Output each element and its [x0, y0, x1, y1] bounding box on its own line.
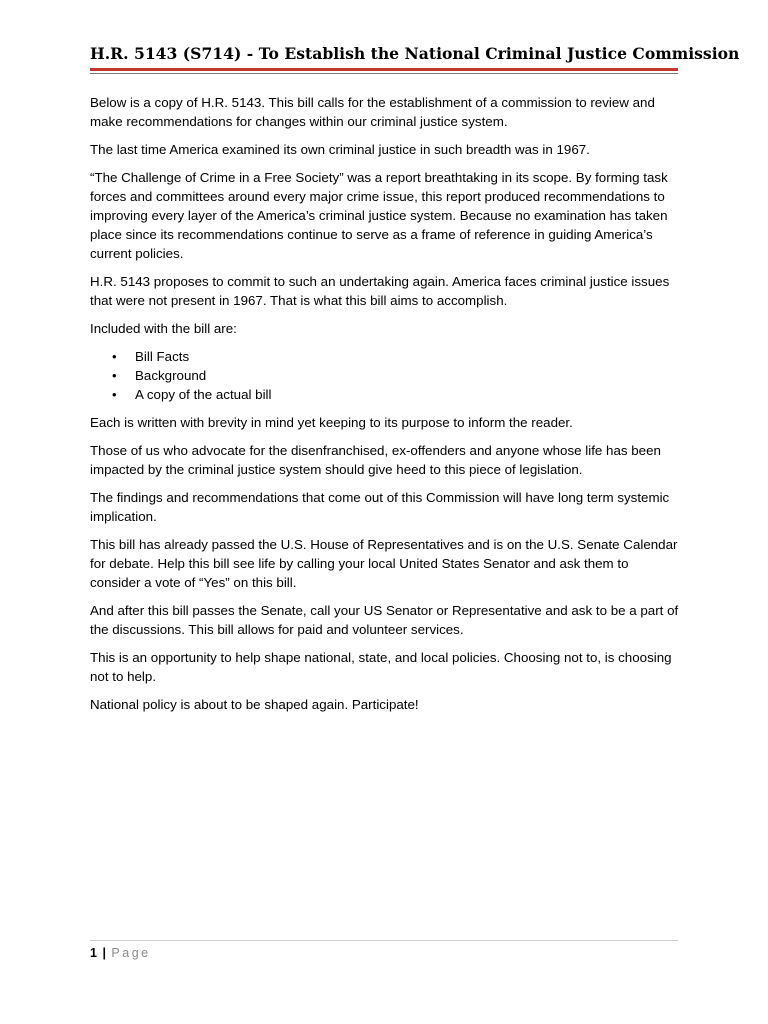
list-item [90, 347, 680, 366]
bullet-icon: • [112, 368, 117, 383]
bullet-icon: • [112, 349, 117, 364]
page-number-line [90, 945, 678, 961]
document-title: H.R. 5143 (S714) - To Establish the National Criminal Justice Commission [90, 44, 740, 63]
paragraph-opportunity: This is an opportunity to help shape national, state, and local policies. Choosing not to, is choosing not to help. [90, 650, 672, 684]
page-header [90, 44, 740, 74]
list-item-label: A copy of the actual bill [135, 387, 272, 402]
footer-rule [90, 940, 678, 941]
paragraph-challenge-of-crime: “The Challenge of Crime in a Free Society” was a report breathtaking in its scope. By forming task forces and committees around every major crime issue, this report produced recommendations to improving every layer of the America’s criminal justice system. Because no examination has taken place since its recommendations continue to serve as a frame of reference in guiding America’s current policies. [90, 170, 668, 261]
paragraph-brevity: Each is written with brevity in mind yet keeping to its purpose to inform the reader. [90, 415, 573, 430]
document-body [90, 93, 680, 723]
paragraph-passed-house: This bill has already passed the U.S. House of Representatives and is on the U.S. Senate Calendar for debate. Help this bill see life by calling your local United States Senator and ask them to consider a vote of “Yes” on this bill. [90, 537, 678, 590]
bullet-icon: • [112, 387, 117, 402]
paragraph-findings: The findings and recommendations that come out of this Commission will have long term systemic implication. [90, 490, 670, 524]
paragraph-intro: Below is a copy of H.R. 5143. This bill calls for the establishment of a commission to review and make recommendations for changes within our criminal justice system. [90, 95, 655, 129]
paragraph-advocates: Those of us who advocate for the disenfranchised, ex-offenders and anyone whose life has been impacted by the criminal justice system should give heed to this piece of legislation. [90, 443, 661, 477]
list-item [90, 385, 680, 404]
paragraph-after-senate: And after this bill passes the Senate, call your US Senator or Representative and ask to be a part of the discussions. This bill allows for paid and volunteer services. [90, 603, 679, 637]
paragraph-last-time: The last time America examined its own criminal justice in such breadth was in 1967. [90, 142, 590, 157]
page-separator: | [102, 946, 106, 960]
included-items-list [90, 347, 680, 404]
header-rule-red [90, 68, 678, 71]
list-item-label: Bill Facts [135, 349, 190, 364]
page-number: 1 [90, 946, 97, 960]
header-rule-gray [90, 73, 678, 74]
paragraph-proposal: H.R. 5143 proposes to commit to such an undertaking again. America faces criminal justice issues that were not present in 1967. That is what this bill aims to accomplish. [90, 274, 670, 308]
list-item-label: Background [135, 368, 207, 383]
paragraph-included: Included with the bill are: [90, 321, 237, 336]
list-item [90, 366, 680, 385]
paragraph-participate: National policy is about to be shaped again. Participate! [90, 697, 419, 712]
page-label: Page [111, 946, 151, 960]
page-footer [90, 940, 678, 961]
